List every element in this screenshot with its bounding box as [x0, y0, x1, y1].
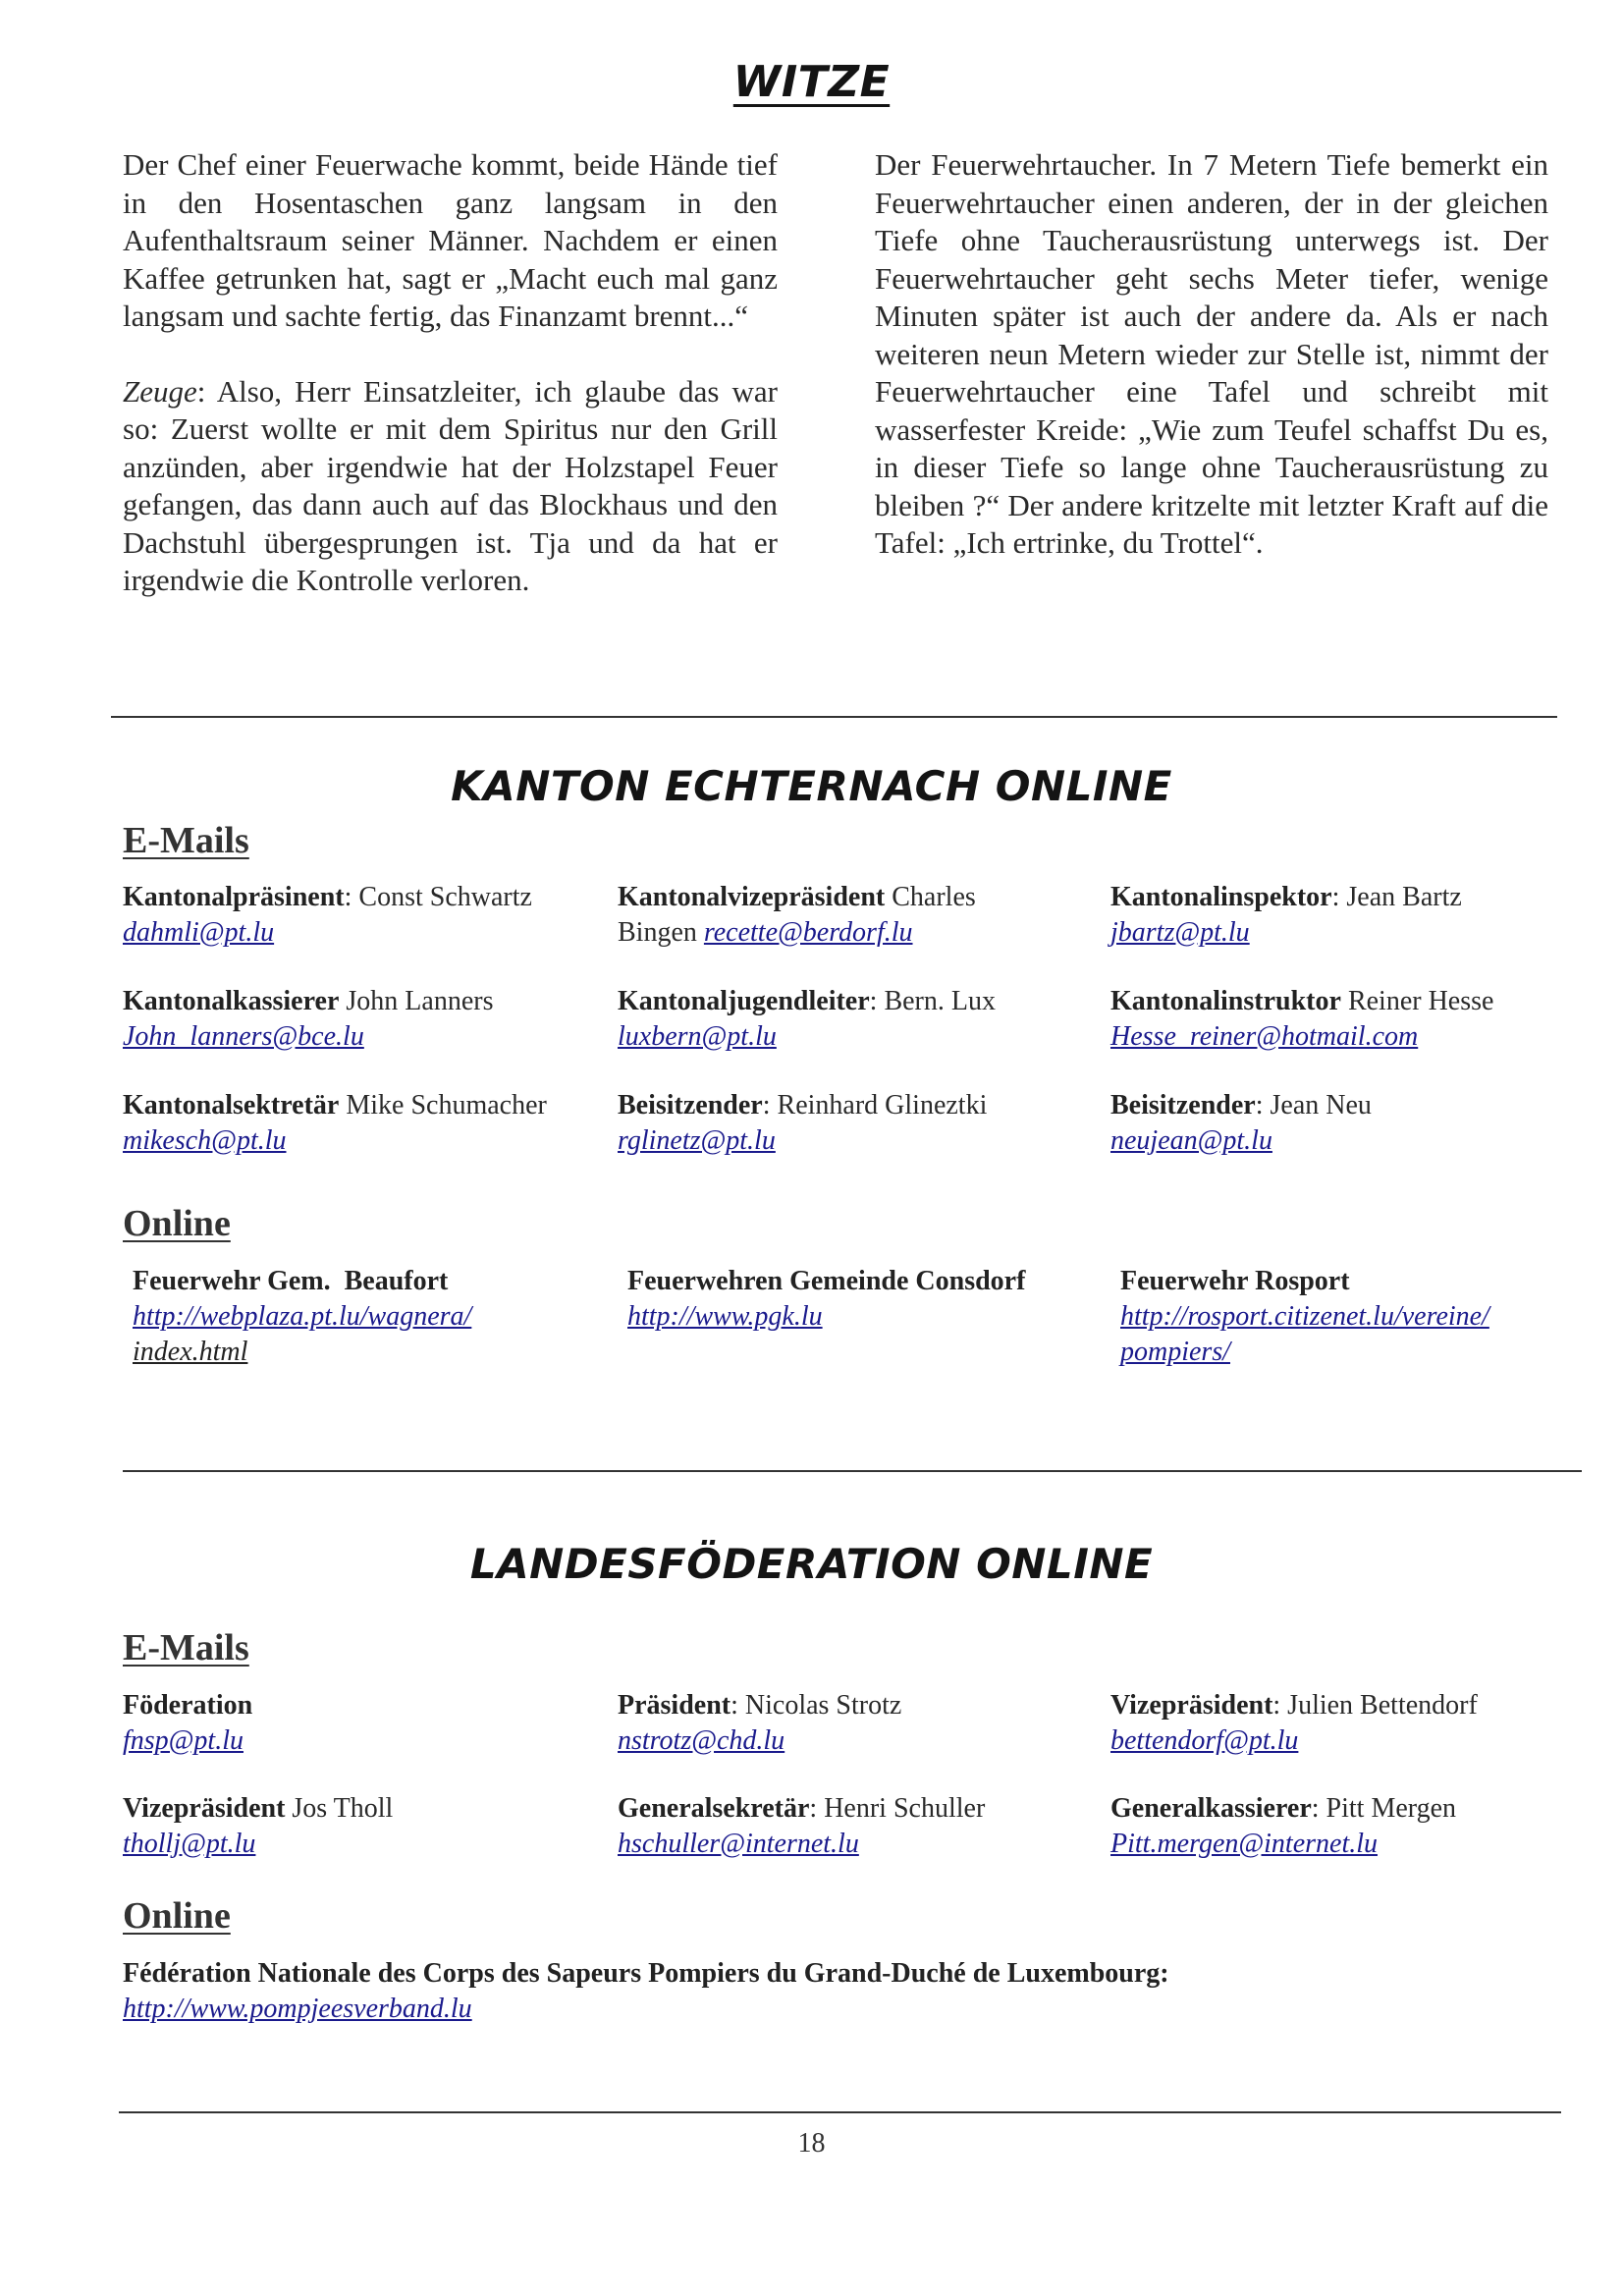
role-label: Kantonalsektretär [123, 1090, 340, 1121]
email-link[interactable]: Pitt.mergen@internet.lu [1110, 1829, 1379, 1859]
kanton-email-entry [1110, 984, 1601, 1055]
landes-email-entry [123, 1791, 594, 1862]
site-name: Feuerwehr Gem. Beaufort [133, 1266, 449, 1296]
person-name: Pitt Mergen [1325, 1793, 1457, 1824]
role-label: Kantonalinspektor [1110, 882, 1332, 912]
role-label: Generalsekretär [618, 1793, 810, 1824]
email-link[interactable]: luxbern@pt.lu [618, 1021, 777, 1052]
landes-email-entry [123, 1688, 594, 1759]
kanton-online-entry [133, 1264, 604, 1370]
role-sep: : [1311, 1793, 1326, 1824]
landes-title: LANDESFÖDERATION ONLINE [469, 1540, 1154, 1588]
site-url[interactable]: http://webplaza.pt.lu/wagnera/ [133, 1301, 472, 1332]
kanton-email-entry [618, 1088, 1089, 1159]
divider-2 [123, 1470, 1582, 1472]
role-label: Präsident [618, 1690, 731, 1721]
person-name: Reinhard Glineztki [777, 1090, 988, 1121]
person-name: Charles Bingen [618, 882, 976, 948]
email-link[interactable]: rglinetz@pt.lu [618, 1125, 776, 1156]
joke-zeuge-label: Zeuge [123, 373, 197, 409]
role-sep: : [730, 1690, 745, 1721]
kanton-email-entry [618, 984, 1089, 1055]
site-url[interactable]: http://www.pgk.lu [627, 1301, 823, 1332]
person-name: Jos Tholl [292, 1793, 394, 1824]
role-label: Kantonalinstruktor [1110, 986, 1341, 1016]
kanton-email-entry [123, 984, 594, 1055]
email-link[interactable]: bettendorf@pt.lu [1110, 1725, 1299, 1756]
joke-zeuge-text: : Also, Herr Einsatzleiter, ich glaube das war so: Zuerst wollte er mit dem Spiritus nur den Grill anzünden, aber irgendwie hat der Holzstapel Feuer gefangen, das dann auch auf das Blockhaus und den Dachstuhl übergesprungen ist. Tja und da hat er irgendwie die Kontrolle verloren. [123, 373, 778, 597]
role-label: Vizepräsident [123, 1793, 286, 1824]
federation-url[interactable]: http://www.pompjeesverband.lu [123, 1994, 472, 2024]
email-link[interactable]: nstrotz@chd.lu [618, 1725, 785, 1756]
role-sep: : [1255, 1090, 1271, 1121]
landes-emails-heading: E-Mails [123, 1627, 249, 1668]
email-link[interactable]: Hesse_reiner@hotmail.com [1110, 1021, 1419, 1052]
email-link[interactable]: John_lanners@bce.lu [123, 1021, 364, 1052]
role-sep: : [1331, 882, 1347, 912]
site-url-continued[interactable]: pompiers/ [1120, 1337, 1230, 1367]
landes-email-entry [618, 1791, 1089, 1862]
email-link[interactable]: thollj@pt.lu [123, 1829, 256, 1859]
email-link[interactable]: mikesch@pt.lu [123, 1125, 287, 1156]
person-name: Bern. Lux [884, 986, 996, 1016]
landes-email-entry [1110, 1791, 1582, 1862]
site-name: Feuerwehren Gemeinde Consdorf [627, 1266, 1026, 1296]
kanton-email-entry [1110, 1088, 1582, 1159]
role-label: Beisitzender [1110, 1090, 1256, 1121]
federation-name: Fédération Nationale des Corps des Sapeurs Pompiers du Grand-Duché de Luxembourg: [123, 1958, 1169, 1989]
email-link[interactable]: fnsp@pt.lu [123, 1725, 243, 1756]
person-name: Julien Bettendorf [1287, 1690, 1478, 1721]
email-link[interactable]: neujean@pt.lu [1110, 1125, 1272, 1156]
email-link[interactable]: jbartz@pt.lu [1110, 917, 1250, 948]
kanton-online-entry [627, 1264, 1099, 1335]
footer-divider [119, 2111, 1561, 2113]
role-label: Kantonalpräsinent [123, 882, 345, 912]
person-name: Const Schwartz [358, 882, 532, 912]
role-label: Kantonalvizepräsident [618, 882, 886, 912]
landes-email-entry [618, 1688, 1089, 1759]
role-label: Föderation [123, 1690, 253, 1721]
kanton-online-heading: Online [123, 1203, 231, 1244]
site-url-continued[interactable]: index.html [133, 1337, 248, 1367]
landes-email-entry [1110, 1688, 1582, 1759]
kanton-title: KANTON ECHTERNACH ONLINE [451, 762, 1172, 810]
role-sep: : [869, 986, 885, 1016]
person-name: Jean Bartz [1346, 882, 1462, 912]
role-sep: : [344, 882, 359, 912]
person-name: Jean Neu [1270, 1090, 1372, 1121]
witze-title: WITZE [732, 57, 891, 107]
email-link[interactable]: dahmli@pt.lu [123, 917, 275, 948]
email-link[interactable]: hschuller@internet.lu [618, 1829, 859, 1859]
kanton-online-entry [1120, 1264, 1592, 1370]
divider-1 [111, 716, 1557, 718]
role-label: Kantonalkassierer [123, 986, 340, 1016]
joke-zeuge [123, 373, 778, 600]
role-sep: : [1272, 1690, 1288, 1721]
role-label: Generalkassierer [1110, 1793, 1312, 1824]
role-label: Beisitzender [618, 1090, 763, 1121]
role-label: Kantonaljugendleiter [618, 986, 870, 1016]
site-url[interactable]: http://rosport.citizenet.lu/vereine/ [1120, 1301, 1489, 1332]
role-sep: : [762, 1090, 778, 1121]
email-link[interactable]: recette@berdorf.lu [703, 917, 913, 948]
witze-right-column [875, 146, 1548, 563]
page-number: 18 [797, 2128, 826, 2159]
joke-feuerwehrtaucher: Der Feuerwehrtaucher. In 7 Metern Tiefe bemerkt ein Feuerwehrtaucher einen anderen, der in der gleichen Tiefe ohne Taucherausrüstung unterwegs ist. Der Feuerwehrtaucher geht sechs Meter tiefer, wenige Minuten später ist auch der andere da. Als er nach weiteren neun Metern wieder zur Stelle ist, nimmt der Feuerwehrtaucher eine Tafel und schreibt mit wasserfester Kreide: „Wie zum Teufel schaffst Du es, in dieser Tiefe so lange ohne Taucherausrüstung zu bleiben ?“ Der andere kritzelte mit letzter Kraft auf die Tafel: „Ich ertrinke, du Trottel“. [875, 147, 1548, 560]
kanton-email-entry [618, 880, 1050, 951]
kanton-email-entry [123, 1088, 614, 1159]
site-name: Feuerwehr Rosport [1120, 1266, 1350, 1296]
landes-online-entry [123, 1956, 1546, 2027]
role-sep: : [809, 1793, 825, 1824]
joke-finanzamt: Der Chef einer Feuerwache kommt, beide Hände tief in den Hosentaschen ganz langsam in den Aufenthaltsraum seiner Männer. Nachdem er einen Kaffee getrunken hat, sagt er „Macht euch mal ganz langsam und sachte fertig, das Finanzamt brennt...“ [123, 147, 778, 333]
person-name: Reiner Hesse [1347, 986, 1494, 1016]
kanton-email-entry [123, 880, 594, 951]
person-name: John Lanners [346, 986, 494, 1016]
person-name: Nicolas Strotz [744, 1690, 902, 1721]
role-sep [1341, 986, 1348, 1016]
kanton-email-entry [1110, 880, 1582, 951]
kanton-emails-heading: E-Mails [123, 820, 249, 861]
person-name: Henri Schuller [824, 1793, 986, 1824]
role-label: Vizepräsident [1110, 1690, 1273, 1721]
landes-online-heading: Online [123, 1895, 231, 1937]
witze-left-column [123, 146, 778, 600]
person-name: Mike Schumacher [346, 1090, 547, 1121]
